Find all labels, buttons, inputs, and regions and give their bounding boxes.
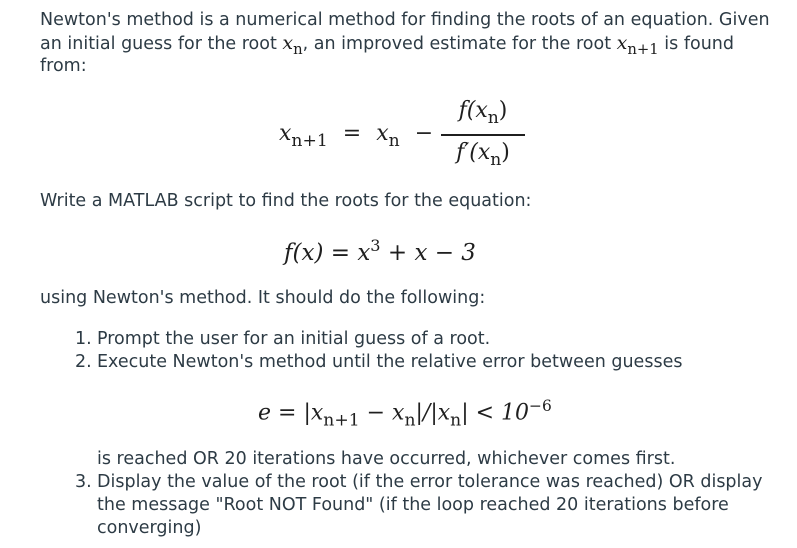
error-mid: − x [359, 400, 405, 426]
intro-line-2 [40, 32, 734, 61]
equals-sign: = [342, 121, 362, 146]
list-item-1: Prompt the user for an initial guess of a root. [97, 329, 491, 349]
numerator-close: ) [498, 98, 508, 123]
intro-var-xn1 [616, 32, 659, 59]
task-line: Write a MATLAB script to find the roots for the equation: [40, 191, 532, 211]
denominator-sub: n [490, 150, 502, 170]
error-sub-n1: n+1 [323, 410, 360, 431]
newton-lhs [279, 121, 441, 151]
var-x: x [616, 32, 628, 54]
lhs-sub: n+1 [291, 131, 328, 151]
intro-var-xn [282, 32, 303, 59]
newton-numerator [440, 98, 526, 128]
denominator-close: ) [501, 140, 510, 165]
list-item-3-line-3: converging) [97, 518, 202, 538]
equation-rhs: + x − 3 [380, 239, 476, 266]
rhs-sub: n [388, 131, 400, 151]
error-exponent: −6 [529, 397, 552, 415]
var-x: x [282, 32, 294, 54]
list-item-3-line-1: Display the value of the root (if the error tolerance was reached) OR display [97, 472, 763, 492]
error-formula [258, 397, 552, 430]
error-lhs: e = |x [258, 400, 324, 426]
list-item-2: Execute Newton's method until the relative error between guesses [97, 352, 683, 372]
list-item-2-continued: is reached OR 20 iterations have occurred, whichever comes first. [97, 449, 676, 469]
list-item-number: 3. [75, 472, 92, 492]
rhs-var: x [376, 121, 389, 146]
minus-sign: − [414, 121, 434, 146]
var-sub-n: n [293, 41, 303, 59]
intro-line-1: Newton's method is a numerical method for finding the roots of an equation. Given [40, 10, 770, 30]
target-equation [284, 236, 476, 266]
fraction-bar [441, 134, 525, 136]
intro-line-2-post: is found [658, 34, 734, 54]
error-sub-n-2: n [450, 410, 462, 431]
intro-line-2-pre: an initial guess for the root [40, 34, 283, 54]
denominator-text: f′(x [456, 140, 491, 165]
intro-line-3: from: [40, 56, 87, 76]
error-rhs: | < 10 [461, 400, 530, 426]
var-sub-n1: n+1 [627, 41, 659, 59]
list-item-number: 2. [75, 352, 92, 372]
equation-lhs: f(x) = x [284, 239, 371, 266]
error-sub-n: n [404, 410, 416, 431]
numerator-text: f(x [458, 98, 488, 123]
intro-line-2-mid: , an improved estimate for the root [302, 34, 617, 54]
list-item-3-line-2: the message "Root NOT Found" (if the loop reached 20 iterations before [97, 495, 729, 515]
newton-denominator [440, 140, 526, 170]
list-item-number: 1. [75, 329, 92, 349]
using-line: using Newton's method. It should do the following: [40, 288, 486, 308]
equation-exponent: 3 [370, 236, 381, 255]
numerator-sub: n [487, 108, 499, 128]
lhs-var: x [279, 121, 292, 146]
error-mid2: |/|x [415, 400, 451, 426]
